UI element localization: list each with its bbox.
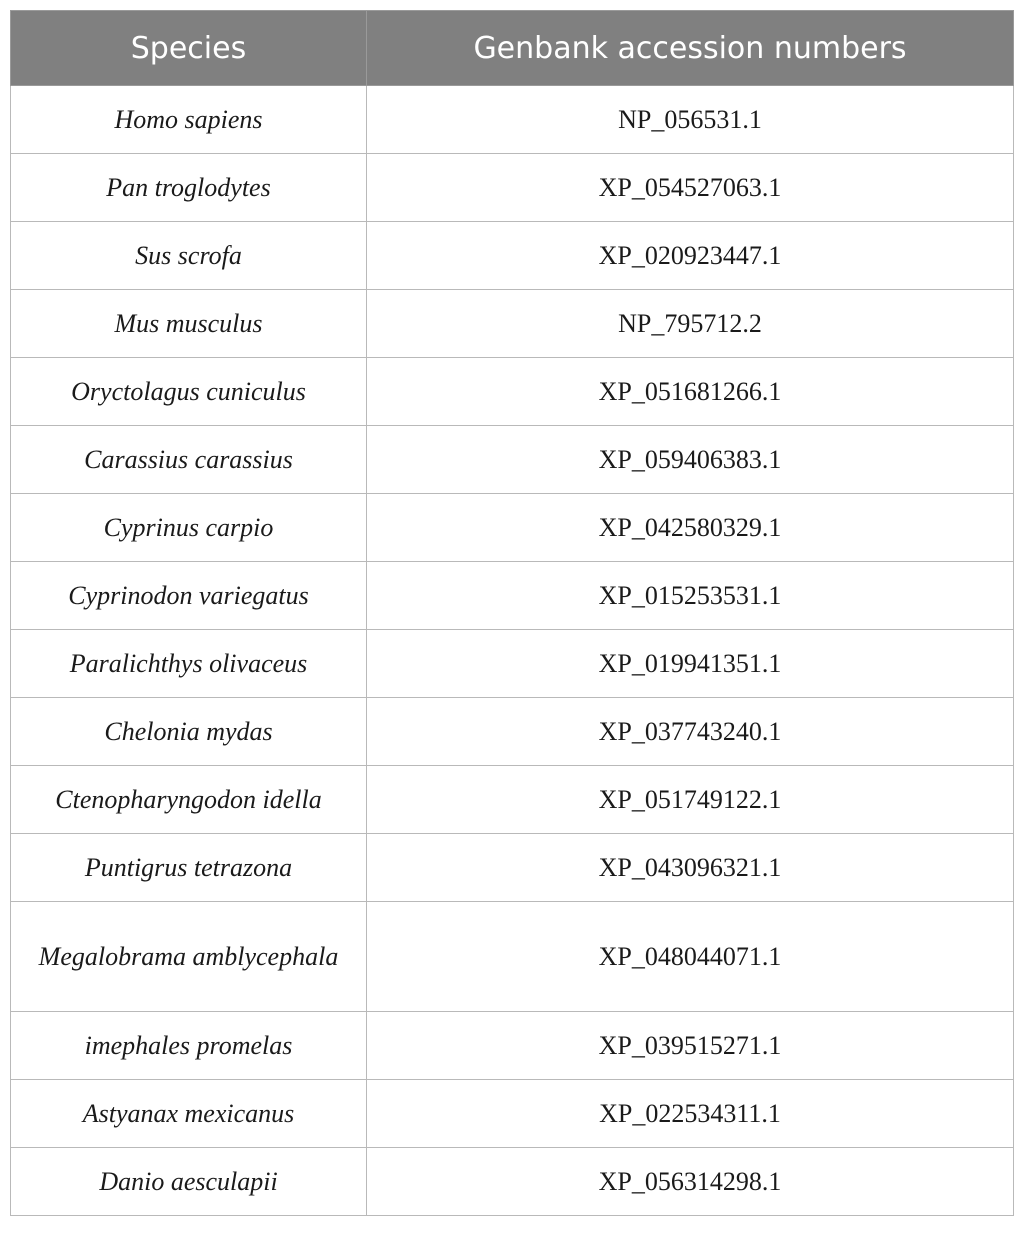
accession-cell: NP_056531.1 [367,86,1014,154]
accession-cell: XP_042580329.1 [367,494,1014,562]
species-cell: Carassius carassius [11,426,367,494]
accession-cell: XP_020923447.1 [367,222,1014,290]
accession-cell: XP_022534311.1 [367,1080,1014,1148]
table-row [11,834,1014,902]
accession-cell: XP_037743240.1 [367,698,1014,766]
accession-cell: XP_056314298.1 [367,1148,1014,1216]
species-cell: Mus musculus [11,290,367,358]
species-cell: Chelonia mydas [11,698,367,766]
table-row [11,494,1014,562]
table-row [11,698,1014,766]
table-header [11,11,1014,86]
accession-cell: XP_051749122.1 [367,766,1014,834]
species-cell: Sus scrofa [11,222,367,290]
table-body [11,86,1014,1216]
header-species: Species [11,11,367,86]
header-row [11,11,1014,86]
species-cell: Pan troglodytes [11,154,367,222]
table-row [11,562,1014,630]
table-row [11,86,1014,154]
table-row [11,630,1014,698]
table-row [11,358,1014,426]
accession-cell: XP_019941351.1 [367,630,1014,698]
table-row [11,222,1014,290]
table-row [11,154,1014,222]
accession-table-container [10,10,1013,1216]
species-cell: Cyprinus carpio [11,494,367,562]
species-cell: Ctenopharyngodon idella [11,766,367,834]
accession-cell: NP_795712.2 [367,290,1014,358]
accession-cell: XP_054527063.1 [367,154,1014,222]
species-cell: Cyprinodon variegatus [11,562,367,630]
table-row [11,766,1014,834]
accession-cell: XP_015253531.1 [367,562,1014,630]
accession-cell: XP_048044071.1 [367,902,1014,1012]
species-cell: Oryctolagus cuniculus [11,358,367,426]
accession-table [10,10,1014,1216]
header-accession: Genbank accession numbers [367,11,1014,86]
accession-cell: XP_051681266.1 [367,358,1014,426]
species-cell: Astyanax mexicanus [11,1080,367,1148]
table-row [11,426,1014,494]
species-cell: Puntigrus tetrazona [11,834,367,902]
table-row [11,1080,1014,1148]
species-cell: Paralichthys olivaceus [11,630,367,698]
table-row [11,290,1014,358]
table-row [11,902,1014,1012]
species-cell: Homo sapiens [11,86,367,154]
accession-cell: XP_043096321.1 [367,834,1014,902]
accession-cell: XP_039515271.1 [367,1012,1014,1080]
table-row [11,1012,1014,1080]
accession-cell: XP_059406383.1 [367,426,1014,494]
species-cell: imephales promelas [11,1012,367,1080]
species-cell: Megalobrama amblycephala [11,902,367,1012]
table-row [11,1148,1014,1216]
species-cell: Danio aesculapii [11,1148,367,1216]
